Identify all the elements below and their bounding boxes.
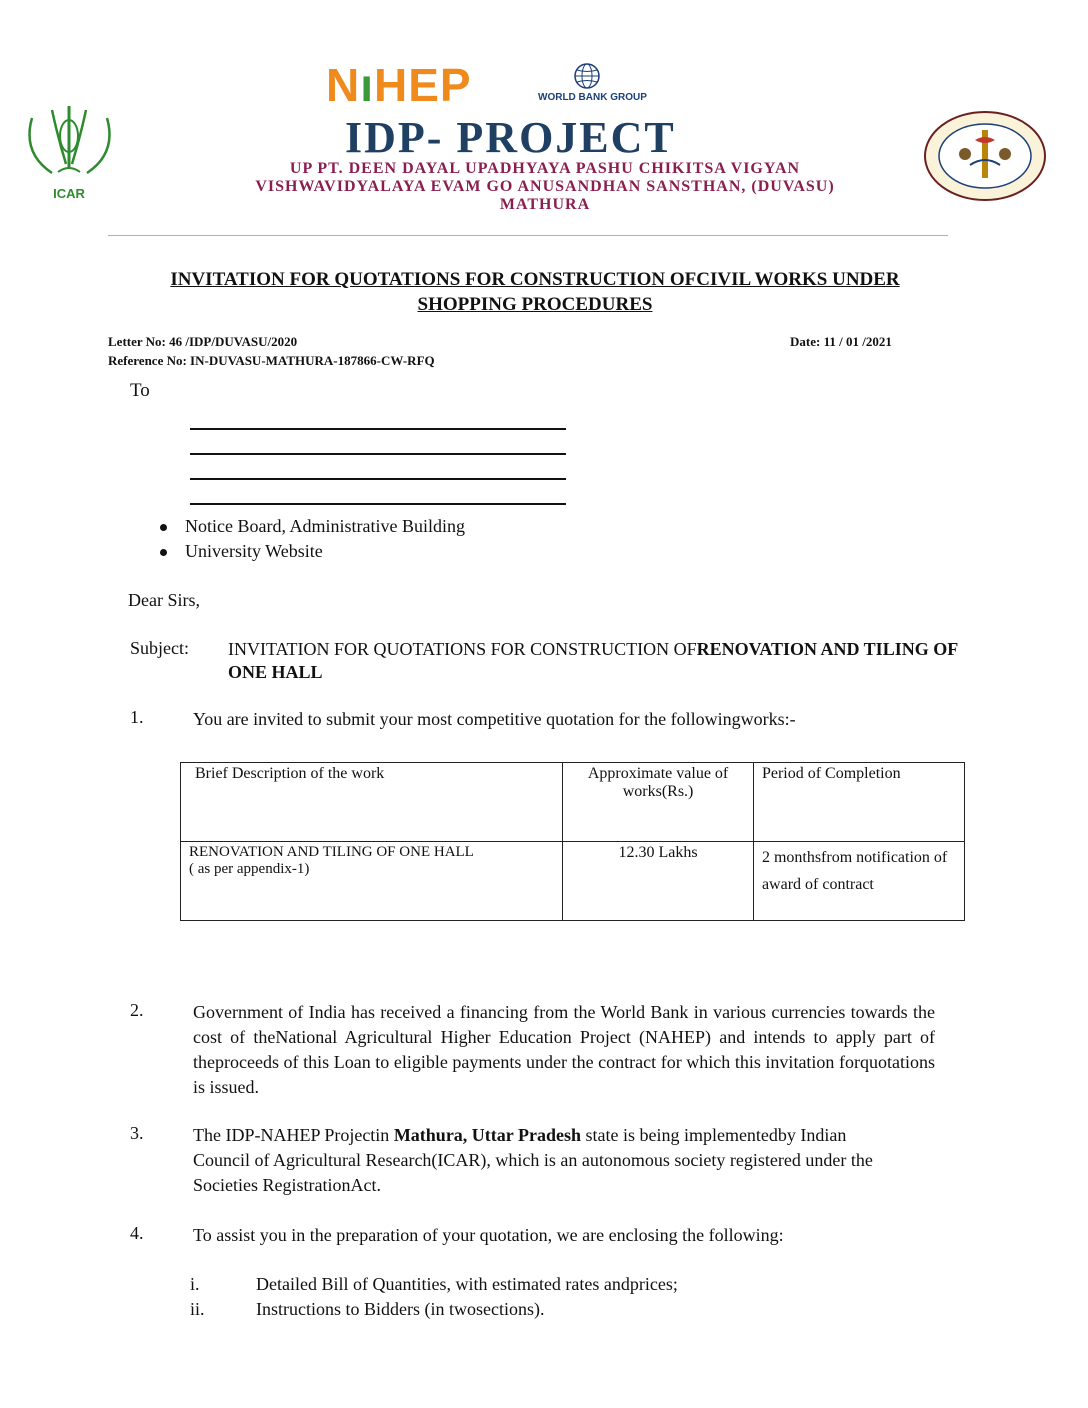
enclosure-item: Instructions to Bidders (in twosections). — [256, 1299, 545, 1319]
institute-name-line3: MATHURA — [499, 196, 591, 213]
paragraph-1: You are invited to submit your most competitive quotation for the followingworks:- — [193, 709, 796, 729]
world-bank-label: WORLD BANK GROUP — [538, 92, 647, 103]
table-header-cell: Brief Description of the work — [181, 763, 563, 842]
paragraph-3: The IDP-NAHEP Projectin Mathura, Uttar Pradesh state is being implementedby Indian Council of Agricultural Research(ICAR), which is an autonomous society registered under the Societies RegistrationAct. — [193, 1125, 873, 1195]
table-header-cell: Period of Completion — [753, 763, 964, 842]
table-row — [181, 842, 965, 921]
project-title: IDP- PROJECT — [345, 113, 676, 162]
table-cell-value: 12.30 Lakhs — [563, 842, 754, 921]
address-blank-line — [190, 478, 566, 480]
letter-number: Letter No: 46 /IDP/DUVASU/2020 — [108, 334, 298, 349]
enclosure-number: ii. — [190, 1299, 205, 1319]
bullet-icon — [160, 524, 167, 531]
paragraph-number: 4. — [130, 1223, 144, 1243]
paragraph-number: 1. — [130, 707, 144, 727]
paragraph-2: Government of India has received a financing from the World Bank in various currencies towards the cost of theNational Agricultural Higher Education Project (NAHEP) and intends to apply part of theproceeds of this Loan to eligible payments under the contract for which this invitation forquotations is issued. — [193, 1002, 935, 1097]
duvasu-seal-logo — [920, 110, 1050, 202]
reference-number: Reference No: IN-DUVASU-MATHURA-187866-CW-RFQ — [108, 353, 435, 368]
salutation: Dear Sirs, — [128, 590, 200, 610]
works-table — [180, 762, 965, 921]
paragraph-number: 3. — [130, 1123, 144, 1143]
to-label: To — [130, 380, 150, 401]
enclosure-item: Detailed Bill of Quantities, with estimated rates andprices; — [256, 1274, 678, 1294]
document-title-line2: SHOPPING PROCEDURES — [417, 294, 653, 315]
address-blank-line — [190, 503, 566, 505]
paragraph-4: To assist you in the preparation of your quotation, we are enclosing the following: — [193, 1225, 784, 1245]
subject-label: Subject: — [130, 638, 189, 658]
copy-to-item: Notice Board, Administrative Building — [160, 516, 465, 537]
letter-date: Date: 11 / 01 /2021 — [790, 334, 892, 349]
table-cell-description: RENOVATION AND TILING OF ONE HALL ( as per appendix-1) — [181, 842, 563, 921]
table-header-cell: Approximate value of works(Rs.) — [563, 763, 754, 842]
icar-logo — [22, 98, 117, 203]
address-blank-line — [190, 453, 566, 455]
copy-to-item: University Website — [160, 541, 323, 562]
icar-label: ICAR — [53, 186, 85, 201]
bullet-icon — [160, 549, 167, 556]
subject-text: INVITATION FOR QUOTATIONS FOR CONSTRUCTION OFRENOVATION AND TILING OF ONE HALL — [228, 639, 958, 682]
nahep-logo: NıHEP — [326, 59, 472, 111]
address-blank-line — [190, 428, 566, 430]
institute-name-line2: VISHWAVIDYALAYA EVAM GO ANUSANDHAN SANSTHAN, (DUVASU) — [255, 178, 835, 195]
table-cell-period: 2 monthsfrom notification of award of contract — [753, 842, 964, 921]
header-divider — [108, 235, 948, 236]
table-header-row — [181, 763, 965, 842]
document-title-line1: INVITATION FOR QUOTATIONS FOR CONSTRUCTION OFCIVIL WORKS UNDER — [170, 269, 900, 290]
paragraph-number: 2. — [130, 1000, 144, 1020]
world-bank-globe-icon — [570, 62, 604, 90]
institute-name-line1: UP PT. DEEN DAYAL UPADHYAYA PASHU CHIKITSA VIGYAN — [289, 160, 801, 177]
enclosure-number: i. — [190, 1274, 200, 1294]
